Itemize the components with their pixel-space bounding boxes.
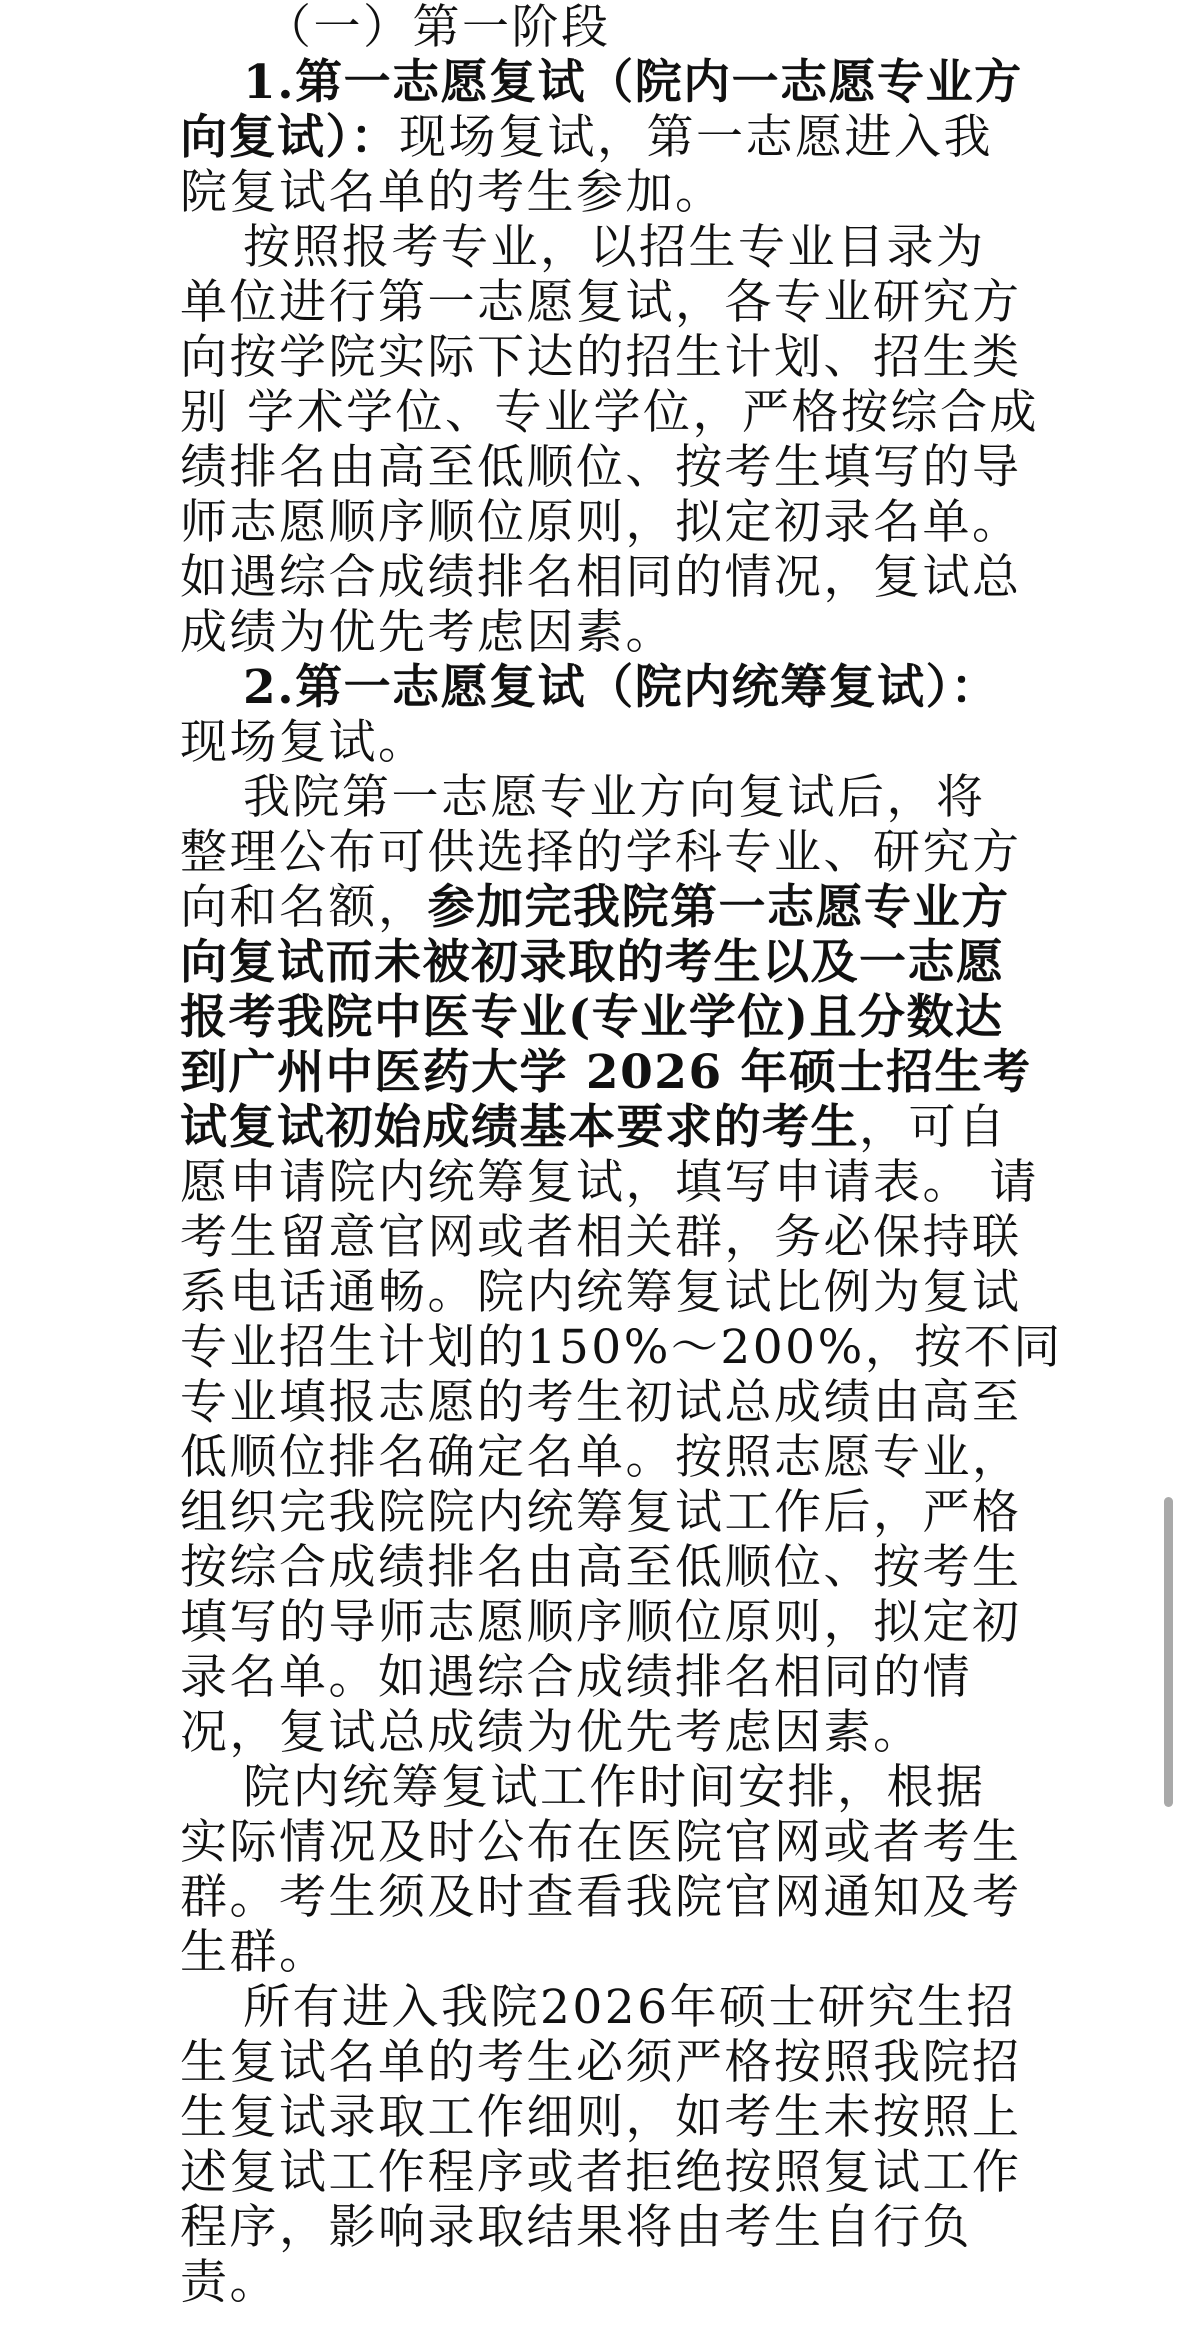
- regular-text: 生复试名单的考生必须严格按照我院招: [180, 2035, 1022, 2090]
- text-line: [180, 1540, 1022, 1596]
- regular-text: 生复试录取工作细则，如考生未按照上: [180, 2090, 1022, 2145]
- regular-text: 成绩为优先考虑因素。: [180, 605, 675, 660]
- regular-text: 生群。: [180, 1925, 329, 1980]
- text-line: [180, 1870, 1022, 1926]
- text-line: [180, 330, 1022, 386]
- bold-text: 向复试）：: [180, 110, 399, 165]
- text-line: [180, 1815, 1022, 1871]
- text-line: [180, 2145, 1022, 2201]
- text-line: [180, 2255, 279, 2311]
- text-line: [180, 1045, 1032, 1101]
- text-line: [180, 550, 1022, 606]
- text-line: [180, 1430, 1022, 1486]
- text-line: [180, 2200, 972, 2256]
- text-line: [243, 770, 986, 826]
- regular-text: 专业填报志愿的考生初试总成绩由高至: [180, 1375, 1022, 1430]
- regular-text: 师志愿顺序顺位原则，拟定初录名单。: [180, 495, 1022, 550]
- text-line: [180, 880, 1010, 936]
- regular-text: （一）第一阶段: [264, 0, 611, 55]
- bold-text: 报考我院中医专业(专业学位)且分数达: [180, 990, 1004, 1045]
- regular-text: 录名单。如遇综合成绩排名相同的情: [180, 1650, 972, 1705]
- text-line: [180, 110, 993, 166]
- regular-text: 述复试工作程序或者拒绝按照复试工作: [180, 2145, 1022, 2200]
- regular-text: 我院第一志愿专业方向复试后，将: [243, 770, 986, 825]
- regular-text: 责。: [180, 2255, 279, 2310]
- bold-text: 向复试而未被初录取的考生以及一志愿: [180, 935, 1005, 990]
- text-line: [180, 2090, 1022, 2146]
- text-line: [180, 1595, 1022, 1651]
- bold-text: 2.第一志愿复试（院内统筹复试）：: [243, 660, 1000, 715]
- bold-text: 参加完我院第一志愿专业方: [427, 880, 1010, 935]
- regular-text: 院复试名单的考生参加。: [180, 165, 725, 220]
- text-line: [180, 1705, 923, 1761]
- bold-text: 到广州中医药大学 2026 年硕士招生考: [180, 1045, 1032, 1100]
- regular-text: 按综合成绩排名由高至低顺位、按考生: [180, 1540, 1022, 1595]
- text-line: [180, 1320, 1063, 1376]
- regular-text: 现场复试，第一志愿进入我: [399, 110, 993, 165]
- regular-text: 别 学术学位、专业学位，严格按综合成: [180, 385, 1039, 440]
- regular-text: 考生留意官网或者相关群，务必保持联: [180, 1210, 1022, 1265]
- regular-text: 程序，影响录取结果将由考生自行负: [180, 2200, 972, 2255]
- text-line: [180, 1485, 1022, 1541]
- text-line: [243, 1980, 1016, 2036]
- bold-text: 1.第一志愿复试（院内一志愿专业方: [243, 55, 1023, 110]
- regular-text: 群。考生须及时查看我院官网通知及考: [180, 1870, 1022, 1925]
- text-line: [180, 2035, 1022, 2091]
- regular-text: 现场复试。: [180, 715, 428, 770]
- regular-text: 如遇综合成绩排名相同的情况，复试总: [180, 550, 1022, 605]
- scrollbar-thumb[interactable]: [1164, 1497, 1173, 1807]
- text-line: [243, 220, 986, 276]
- regular-text: 按照报考专业，以招生专业目录为: [243, 220, 986, 275]
- text-line: [180, 825, 1022, 881]
- text-line: [243, 660, 999, 716]
- regular-text: ，可自: [859, 1100, 1008, 1155]
- text-line: [180, 275, 1022, 331]
- regular-text: 绩排名由高至低顺位、按考生填写的导: [180, 440, 1022, 495]
- text-line: [180, 1375, 1022, 1431]
- regular-text: 低顺位排名确定名单。按照志愿专业，: [180, 1430, 1022, 1485]
- text-line: [180, 935, 1005, 991]
- text-line: [180, 605, 675, 661]
- regular-text: 向按学院实际下达的招生计划、招生类: [180, 330, 1022, 385]
- text-line: [180, 440, 1022, 496]
- regular-text: 组织完我院院内统筹复试工作后，严格: [180, 1485, 1022, 1540]
- regular-text: 专业招生计划的150%～200%，按不同: [180, 1320, 1063, 1375]
- text-line: [180, 1155, 1039, 1211]
- text-line: [243, 55, 1023, 111]
- regular-text: 况，复试总成绩为优先考虑因素。: [180, 1705, 923, 1760]
- text-line: [180, 715, 428, 771]
- regular-text: 院内统筹复试工作时间安排，根据: [243, 1760, 986, 1815]
- regular-text: 整理公布可供选择的学科专业、研究方: [180, 825, 1022, 880]
- regular-text: 愿申请院内统筹复试，填写申请表。 请: [180, 1155, 1039, 1210]
- regular-text: 向和名额，: [180, 880, 428, 935]
- text-line: [180, 1210, 1022, 1266]
- regular-text: 填写的导师志愿顺序顺位原则，拟定初: [180, 1595, 1022, 1650]
- text-line: [243, 1760, 986, 1816]
- text-line: [180, 165, 725, 221]
- regular-text: 单位进行第一志愿复试，各专业研究方: [180, 275, 1022, 330]
- regular-text: 实际情况及时公布在医院官网或者考生: [180, 1815, 1022, 1870]
- text-line: [180, 990, 1003, 1046]
- text-line: [180, 1100, 1008, 1156]
- text-line: [180, 385, 1039, 441]
- text-line: [180, 1650, 972, 1706]
- text-line: [180, 1925, 329, 1981]
- regular-text: 所有进入我院2026年硕士研究生招: [243, 1980, 1017, 2035]
- text-line: [180, 1265, 1022, 1321]
- text-line: [264, 0, 611, 56]
- bold-text: 试复试初始成绩基本要求的考生: [180, 1100, 859, 1155]
- text-line: [180, 495, 1022, 551]
- regular-text: 系电话通畅。院内统筹复试比例为复试: [180, 1265, 1022, 1320]
